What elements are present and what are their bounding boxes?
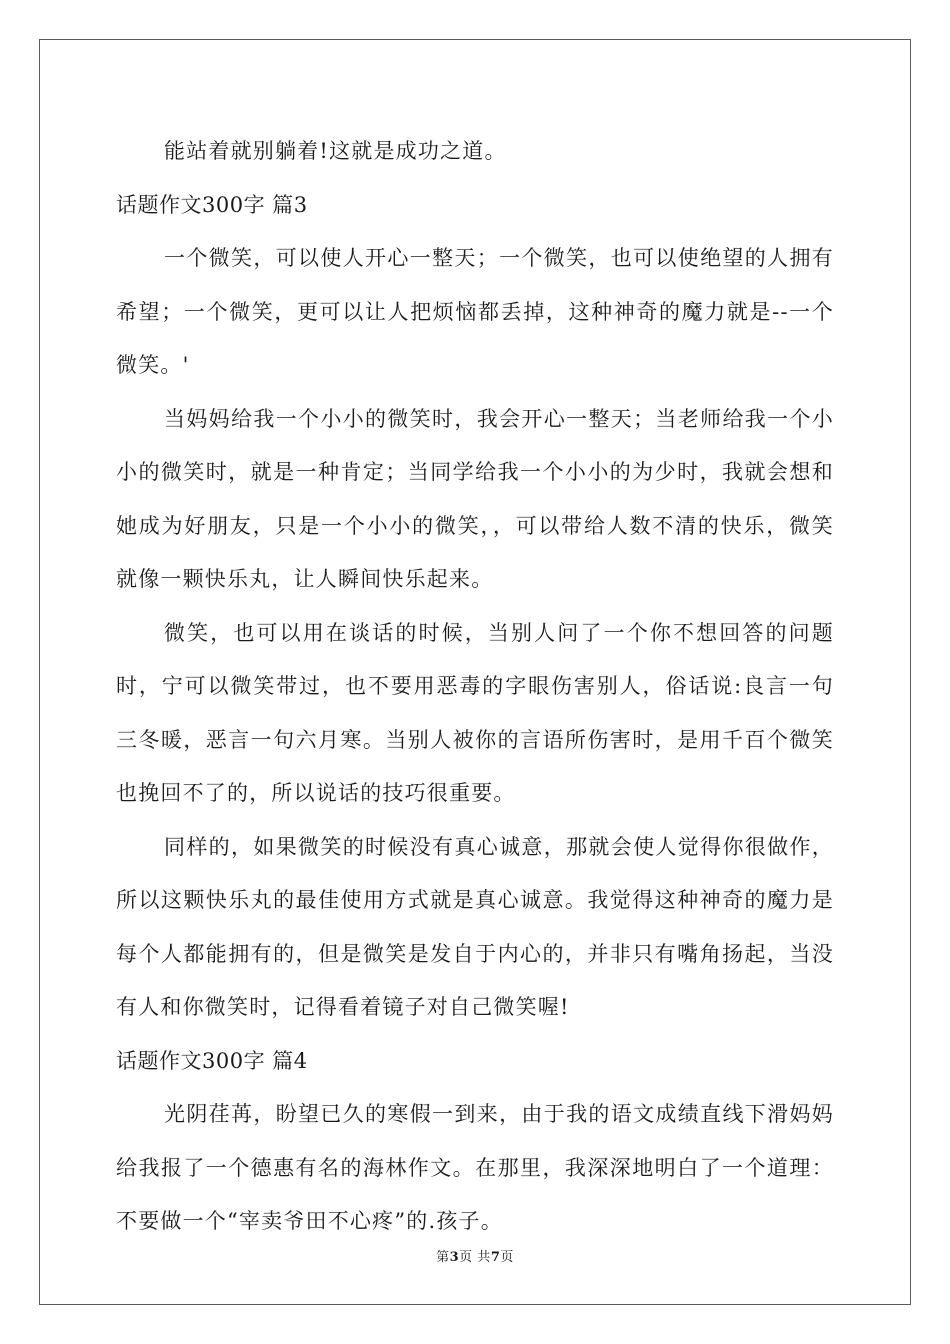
section-heading-4: 话题作文300字 篇4 <box>116 1048 308 1073</box>
footer-total-pages: 7 <box>490 1250 501 1265</box>
paragraph-1: 能站着就别躺着!这就是成功之道。 <box>164 139 507 163</box>
footer-suffix: 页 <box>500 1250 514 1265</box>
section-heading-3: 话题作文300字 篇3 <box>116 192 308 217</box>
document-body <box>116 125 834 1249</box>
paragraph-4: 微笑，也可以用在谈话的时候，当别人问了一个你不想回答的问题时，宁可以微笑带过，也不要用恶毒的字眼伤害别人，俗话说:良言一句三冬暖，恶言一句六月寒。当别人被你的言语所伤害时，是用千百个微笑也挽回不了的，所以说话的技巧很重要。 <box>116 620 834 805</box>
paragraph-2: 一个微笑，可以使人开心一整天；一个微笑，也可以使绝望的人拥有希望；一个微笑，更可以让人把烦恼都丢掉，这种神奇的魔力就是--一个微笑。' <box>116 246 834 377</box>
paragraph-3: 当妈妈给我一个小小的微笑时，我会开心一整天；当老师给我一个小小的微笑时，就是一种肯定；当同学给我一个小小的为少时，我就会想和她成为好朋友，只是一个小小的微笑，，可以带给人数不清的快乐，微笑就像一颗快乐丸，让人瞬间快乐起来。 <box>116 406 834 591</box>
paragraph-6: 光阴荏苒，盼望已久的寒假一到来，由于我的语文成绩直线下滑妈妈给我报了一个德惠有名的海林作文。在那里，我深深地明白了一个道理：不要做一个“宰卖爷田不心疼”的.孩子。 <box>116 1102 834 1233</box>
page-footer <box>0 1246 950 1265</box>
footer-middle: 页 共 <box>459 1250 491 1265</box>
footer-current-page: 3 <box>449 1250 460 1265</box>
paragraph-5: 同样的，如果微笑的时候没有真心诚意，那就会使人觉得你很做作，所以这颗快乐丸的最佳使用方式就是真心诚意。我觉得这种神奇的魔力是每个人都能拥有的，但是微笑是发自于内心的，并非只有嘴角扬起，当没有人和你微笑时，记得看着镜子对自己微笑喔! <box>116 834 834 1019</box>
footer-prefix: 第 <box>436 1250 450 1265</box>
